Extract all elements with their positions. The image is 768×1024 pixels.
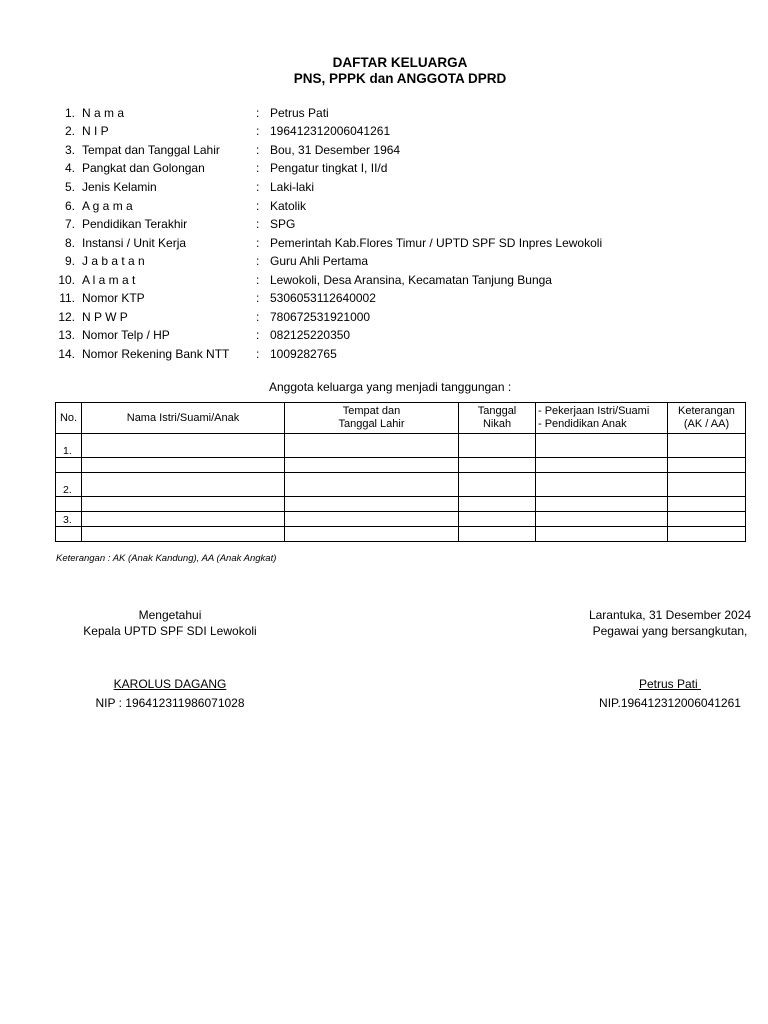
header-job-line-2: - Pendidikan Anak	[538, 418, 627, 430]
info-colon: :	[256, 180, 260, 194]
table-cell	[82, 512, 285, 527]
header-birth	[285, 403, 459, 434]
title-line-1: DAFTAR KELUARGA	[332, 55, 468, 70]
header-job	[536, 403, 668, 434]
info-value: Lewokoli, Desa Aransina, Kecamatan Tanjung Bunga	[270, 273, 552, 287]
info-colon: :	[256, 217, 260, 231]
info-number: 1.	[64, 106, 75, 120]
info-value: 082125220350	[270, 328, 351, 342]
header-birth-line-2: Tanggal Lahir	[338, 418, 405, 430]
info-value: Bou, 31 Desember 1964	[270, 143, 401, 157]
info-value: Laki-laki	[270, 180, 315, 194]
table-row	[56, 434, 746, 458]
info-label: Nomor Rekening Bank NTT	[82, 347, 230, 361]
table-cell	[459, 434, 536, 458]
table-header-row	[56, 403, 746, 434]
info-label: N P W P	[82, 310, 128, 324]
info-number: 5.	[64, 180, 75, 194]
table-cell	[536, 458, 668, 473]
sig-left-line-2: Kepala UPTD SPF SDI Lewokoli	[83, 624, 257, 638]
info-colon: :	[256, 347, 260, 361]
table-cell	[56, 497, 82, 512]
info-row	[0, 199, 768, 217]
table-cell	[668, 473, 746, 497]
table-cell	[668, 458, 746, 473]
info-colon: :	[256, 236, 260, 250]
header-job-line-1: - Pekerjaan Istri/Suami	[538, 405, 650, 417]
sig-right-line-2: Pegawai yang bersangkutan,	[592, 624, 748, 638]
info-value: Katolik	[270, 199, 307, 213]
header-no: No.	[56, 403, 82, 434]
info-row	[0, 143, 768, 161]
info-value: Guru Ahli Pertama	[270, 254, 369, 268]
table-cell	[459, 473, 536, 497]
header-remark	[668, 403, 746, 434]
table-cell	[536, 473, 668, 497]
info-colon: :	[256, 161, 260, 175]
table-row	[56, 512, 746, 527]
title-line-2: PNS, PPPK dan ANGGOTA DPRD	[293, 71, 507, 86]
info-value: Petrus Pati	[270, 106, 329, 120]
table-cell	[459, 497, 536, 512]
family-subtitle: Anggota keluarga yang menjadi tanggungan :	[269, 380, 512, 394]
table-cell	[668, 512, 746, 527]
info-label: J a b a t a n	[82, 254, 145, 268]
table-cell	[285, 497, 459, 512]
table-cell	[536, 497, 668, 512]
table-cell	[668, 434, 746, 458]
info-value: 196412312006041261	[270, 124, 391, 138]
info-number: 7.	[64, 217, 75, 231]
table-cell	[56, 458, 82, 473]
info-row	[0, 273, 768, 291]
table-cell	[536, 512, 668, 527]
table-cell	[668, 527, 746, 542]
info-label: A l a m a t	[82, 273, 136, 287]
info-number: 11.	[59, 291, 75, 305]
table-cell	[536, 527, 668, 542]
info-number: 4.	[64, 161, 75, 175]
table-cell	[82, 473, 285, 497]
info-value: Pengatur tingkat I, II/d	[270, 161, 388, 175]
info-row	[0, 124, 768, 142]
header-name: Nama Istri/Suami/Anak	[82, 403, 285, 434]
info-label: Pendidikan Terakhir	[82, 217, 188, 231]
info-row	[0, 180, 768, 198]
info-label: Pangkat dan Golongan	[82, 161, 205, 175]
info-row	[0, 254, 768, 272]
info-row	[0, 217, 768, 235]
sig-left-line-1: Mengetahui	[138, 608, 202, 622]
info-number: 10.	[58, 273, 75, 287]
table-row	[56, 473, 746, 497]
table-cell	[668, 497, 746, 512]
family-table	[55, 402, 746, 542]
info-number: 9.	[64, 254, 75, 268]
info-label: Jenis Kelamin	[82, 180, 157, 194]
info-colon: :	[256, 291, 260, 305]
table-cell	[82, 527, 285, 542]
info-label: A g a m a	[82, 199, 133, 213]
info-colon: :	[256, 328, 260, 342]
table-cell	[285, 434, 459, 458]
info-row	[0, 236, 768, 254]
table-cell	[82, 434, 285, 458]
table-cell	[285, 458, 459, 473]
info-number: 3.	[64, 143, 75, 157]
table-cell	[82, 458, 285, 473]
table-cell	[285, 512, 459, 527]
info-number: 13.	[58, 328, 75, 342]
table-cell	[82, 497, 285, 512]
header-birth-line-1: Tempat dan	[342, 405, 401, 417]
info-number: 14.	[58, 347, 75, 361]
info-number: 6.	[64, 199, 75, 213]
sig-left-name: KAROLUS DAGANG	[113, 677, 227, 691]
table-note: Keterangan : AK (Anak Kandung), AA (Anak Angkat)	[56, 553, 277, 564]
info-label: Nomor KTP	[82, 291, 145, 305]
table-cell	[536, 434, 668, 458]
info-colon: :	[256, 310, 260, 324]
info-label: Tempat dan Tanggal Lahir	[82, 143, 220, 157]
header-married	[459, 403, 536, 434]
info-value: 5306053112640002	[270, 291, 376, 305]
header-remark-line-2: (AK / AA)	[683, 418, 730, 430]
info-colon: :	[256, 106, 260, 120]
info-row	[0, 310, 768, 328]
header-remark-line-1: Keterangan	[678, 405, 735, 417]
sig-left-nip: NIP : 196412311986071028	[95, 696, 245, 710]
row-number: 2.	[56, 473, 82, 497]
info-number: 8.	[64, 236, 75, 250]
info-row	[0, 347, 768, 365]
info-value: 780672531921000	[270, 310, 371, 324]
info-label: Nomor Telp / HP	[82, 328, 170, 342]
header-married-line-1: Tanggal	[477, 405, 517, 417]
info-value: Pemerintah Kab.Flores Timur / UPTD SPF SD Inpres Lewokoli	[270, 236, 603, 250]
info-label: Instansi / Unit Kerja	[82, 236, 187, 250]
table-cell	[56, 527, 82, 542]
table-row	[56, 458, 746, 473]
info-number: 12.	[58, 310, 75, 324]
table-row	[56, 527, 746, 542]
info-colon: :	[256, 199, 260, 213]
info-row	[0, 106, 768, 124]
info-value: SPG	[270, 217, 296, 231]
table-cell	[459, 458, 536, 473]
info-colon: :	[256, 273, 260, 287]
info-row	[0, 291, 768, 309]
info-row	[0, 161, 768, 179]
info-label: N a m a	[82, 106, 125, 120]
sig-right-line-1: Larantuka, 31 Desember 2024	[588, 608, 752, 622]
table-cell	[459, 527, 536, 542]
info-number: 2.	[64, 124, 75, 138]
header-married-line-2: Nikah	[482, 418, 512, 430]
info-value: 1009282765	[270, 347, 337, 361]
info-colon: :	[256, 124, 260, 138]
info-colon: :	[256, 143, 260, 157]
sig-right-name: Petrus Pati	[638, 677, 702, 691]
row-number: 3.	[56, 512, 82, 527]
table-cell	[285, 473, 459, 497]
info-row	[0, 328, 768, 346]
sig-right-nip: NIP.196412312006041261	[599, 696, 741, 710]
table-cell	[459, 512, 536, 527]
info-colon: :	[256, 254, 260, 268]
info-label: N I P	[82, 124, 109, 138]
table-cell	[285, 527, 459, 542]
row-number: 1.	[56, 434, 82, 458]
table-row	[56, 497, 746, 512]
